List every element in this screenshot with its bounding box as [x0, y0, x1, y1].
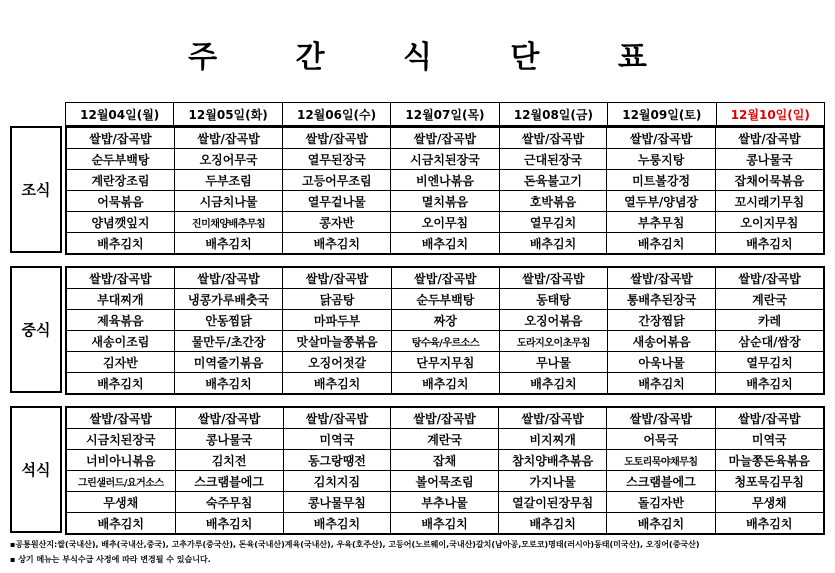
- menu-cell: 쌀밥/잡곡밥: [283, 127, 391, 149]
- menu-row: [66, 407, 824, 429]
- menu-cell: 마늘쫑돈육볶음: [715, 450, 824, 471]
- menu-row: [66, 233, 824, 255]
- menu-cell: 안동찜닭: [174, 310, 283, 331]
- menu-cell: 도라지오이초무침: [499, 331, 607, 352]
- menu-row: [66, 331, 824, 352]
- day-header-sun: 12월10일(일): [716, 103, 824, 126]
- menu-cell: 배추김치: [391, 233, 499, 255]
- menu-cell: 배추김치: [607, 233, 715, 255]
- menu-cell: 배추김치: [499, 373, 607, 395]
- day-header-fri: 12월08일(금): [499, 103, 607, 126]
- menu-cell: 배추김치: [715, 513, 824, 535]
- menu-cell: 오이지무침: [715, 212, 824, 233]
- menu-cell: 새송이조림: [66, 331, 174, 352]
- menu-cell: 배추김치: [174, 233, 282, 255]
- menu-row: [66, 373, 824, 395]
- menu-cell: 쌀밥/잡곡밥: [66, 267, 174, 289]
- menu-cell: 삼순대/쌈장: [716, 331, 824, 352]
- menu-cell: 동태탕: [499, 289, 607, 310]
- menu-cell: 무생채: [66, 492, 175, 513]
- menu-cell: 카레: [716, 310, 824, 331]
- menu-cell: 배추김치: [715, 233, 824, 255]
- menu-cell: 순두부백탕: [391, 289, 499, 310]
- menu-cell: 누룽지탕: [607, 149, 715, 170]
- menu-row: [66, 513, 824, 535]
- menu-cell: 쌀밥/잡곡밥: [716, 267, 824, 289]
- menu-row: [66, 492, 824, 513]
- menu-cell: 그린샐러드/요거소스: [66, 471, 175, 492]
- menu-cell: 어묵국: [607, 429, 715, 450]
- menu-cell: 돈육불고기: [499, 170, 607, 191]
- menu-row: [66, 191, 824, 212]
- menu-cell: 쌀밥/잡곡밥: [608, 267, 716, 289]
- menu-cell: 열무된장국: [283, 149, 391, 170]
- menu-cell: 계란장조림: [66, 170, 174, 191]
- menu-row: [66, 450, 824, 471]
- menu-cell: 잡채어묵볶음: [715, 170, 824, 191]
- menu-cell: 배추김치: [66, 373, 174, 395]
- menu-cell: 김치지짐: [283, 471, 391, 492]
- menu-row: [66, 170, 824, 191]
- menu-cell: 어묵볶음: [66, 191, 174, 212]
- menu-row: [66, 471, 824, 492]
- menu-cell: 돌김자반: [607, 492, 715, 513]
- menu-cell: 열무김치: [716, 352, 824, 373]
- menu-cell: 열두부/양념장: [607, 191, 715, 212]
- page-title: 주 간 식 단 표: [188, 40, 681, 75]
- menu-cell: 간장찜닭: [608, 310, 716, 331]
- menu-cell: 단무지무침: [391, 352, 499, 373]
- menu-cell: 새송어볶음: [608, 331, 716, 352]
- menu-cell: 쌀밥/잡곡밥: [607, 127, 715, 149]
- menu-cell: 부추나물: [391, 492, 499, 513]
- menu-cell: 열무김치: [499, 212, 607, 233]
- menu-cell: 마파두부: [283, 310, 392, 331]
- menu-row: [66, 289, 824, 310]
- menu-cell: 쌀밥/잡곡밥: [607, 407, 715, 429]
- menu-cell: 냉콩가루배춧국: [174, 289, 283, 310]
- day-header: [65, 102, 825, 126]
- menu-cell: 볼어묵조림: [391, 471, 499, 492]
- menu-cell: 쌀밥/잡곡밥: [499, 127, 607, 149]
- menu-cell: 진미채양배추무침: [174, 212, 282, 233]
- menu-cell: 쌀밥/잡곡밥: [175, 407, 283, 429]
- menu-cell: 김치전: [175, 450, 283, 471]
- menu-cell: 배추김치: [174, 373, 283, 395]
- menu-cell: 배추김치: [66, 513, 175, 535]
- menu-cell: 스크램블에그: [175, 471, 283, 492]
- lunch-label: 중식: [10, 266, 62, 393]
- menu-cell: 쌀밥/잡곡밥: [174, 127, 282, 149]
- menu-row: [66, 149, 824, 170]
- day-header-wed: 12월06일(수): [282, 103, 390, 126]
- menu-cell: 동그랑땡전: [283, 450, 391, 471]
- menu-cell: 열갈이된장무침: [498, 492, 606, 513]
- menu-cell: 쌀밥/잡곡밥: [715, 127, 824, 149]
- menu-cell: 오징어무국: [174, 149, 282, 170]
- menu-cell: 두부조림: [174, 170, 282, 191]
- menu-cell: 잡채: [391, 450, 499, 471]
- menu-cell: 멸치볶음: [391, 191, 499, 212]
- dinner-table: [65, 406, 825, 535]
- change-note: ▪ 상기 메뉴는 부식수급 사정에 따라 변경될 수 있습니다.: [10, 555, 211, 564]
- day-header-mon: 12월04일(월): [66, 103, 174, 126]
- menu-cell: 쌀밥/잡곡밥: [498, 407, 606, 429]
- menu-cell: 쌀밥/잡곡밥: [174, 267, 283, 289]
- menu-cell: 가지나물: [498, 471, 606, 492]
- menu-cell: 미역국: [283, 429, 391, 450]
- menu-cell: 아욱나물: [608, 352, 716, 373]
- menu-cell: 콩나물국: [175, 429, 283, 450]
- menu-cell: 오징어볶음: [499, 310, 607, 331]
- breakfast-label: 조식: [10, 126, 62, 253]
- menu-cell: 배추김치: [283, 513, 391, 535]
- menu-row: [66, 310, 824, 331]
- menu-cell: 무생채: [715, 492, 824, 513]
- menu-cell: 오이무침: [391, 212, 499, 233]
- lunch-table: [65, 266, 825, 395]
- menu-cell: 배추김치: [391, 513, 499, 535]
- menu-cell: 쌀밥/잡곡밥: [391, 267, 499, 289]
- menu-cell: 물만두/초간장: [174, 331, 283, 352]
- day-header-sat: 12월09일(토): [608, 103, 716, 126]
- menu-cell: 오징어젓갈: [283, 352, 392, 373]
- menu-cell: 시금치된장국: [66, 429, 175, 450]
- menu-cell: 호박볶음: [499, 191, 607, 212]
- menu-cell: 너비아니볶음: [66, 450, 175, 471]
- menu-cell: 계란국: [716, 289, 824, 310]
- menu-cell: 통배추된장국: [608, 289, 716, 310]
- menu-cell: 고등어무조림: [283, 170, 391, 191]
- menu-cell: 배추김치: [498, 513, 606, 535]
- menu-cell: 맛살마늘쫑볶음: [283, 331, 392, 352]
- menu-cell: 꼬시래기무침: [715, 191, 824, 212]
- menu-cell: 김자반: [66, 352, 174, 373]
- menu-cell: 참치양배추볶음: [498, 450, 606, 471]
- menu-cell: 무나물: [499, 352, 607, 373]
- menu-cell: 비지찌개: [498, 429, 606, 450]
- menu-cell: 쌀밥/잡곡밥: [66, 407, 175, 429]
- menu-cell: 도토리묵야채무침: [607, 450, 715, 471]
- menu-cell: 배추김치: [607, 513, 715, 535]
- menu-cell: 탕수육/우르소스: [391, 331, 499, 352]
- dinner-label: 석식: [10, 406, 62, 533]
- menu-cell: 숙주무침: [175, 492, 283, 513]
- menu-cell: 쌀밥/잡곡밥: [283, 407, 391, 429]
- menu-cell: 근대된장국: [499, 149, 607, 170]
- menu-cell: 배추김치: [499, 233, 607, 255]
- menu-cell: 배추김치: [175, 513, 283, 535]
- menu-cell: 콩나물국: [715, 149, 824, 170]
- menu-cell: 비엔나볶음: [391, 170, 499, 191]
- menu-cell: 미역국: [715, 429, 824, 450]
- menu-cell: 미역줄기볶음: [174, 352, 283, 373]
- menu-cell: 쌀밥/잡곡밥: [391, 407, 499, 429]
- menu-cell: 배추김치: [66, 233, 174, 255]
- menu-row: [66, 127, 824, 149]
- day-header-tue: 12월05일(화): [174, 103, 282, 126]
- menu-cell: 부추무침: [607, 212, 715, 233]
- menu-cell: 시금치나물: [174, 191, 282, 212]
- menu-row: [66, 267, 824, 289]
- menu-cell: 배추김치: [283, 373, 392, 395]
- menu-cell: 미트볼강정: [607, 170, 715, 191]
- breakfast-table: [65, 126, 825, 255]
- menu-cell: 쌀밥/잡곡밥: [715, 407, 824, 429]
- menu-row: [66, 212, 824, 233]
- menu-cell: 쌀밥/잡곡밥: [391, 127, 499, 149]
- menu-cell: 콩자반: [283, 212, 391, 233]
- menu-cell: 콩나물무침: [283, 492, 391, 513]
- menu-cell: 쌀밥/잡곡밥: [283, 267, 392, 289]
- menu-cell: 순두부백탕: [66, 149, 174, 170]
- menu-cell: 스크램블에그: [607, 471, 715, 492]
- menu-cell: 배추김치: [716, 373, 824, 395]
- menu-cell: 배추김치: [283, 233, 391, 255]
- menu-cell: 배추김치: [608, 373, 716, 395]
- day-header-thu: 12월07일(목): [391, 103, 499, 126]
- menu-cell: 계란국: [391, 429, 499, 450]
- menu-cell: 제육볶음: [66, 310, 174, 331]
- menu-cell: 쌀밥/잡곡밥: [66, 127, 174, 149]
- menu-cell: 배추김치: [391, 373, 499, 395]
- menu-cell: 양념깻잎지: [66, 212, 174, 233]
- menu-cell: 부대찌개: [66, 289, 174, 310]
- menu-cell: 쌀밥/잡곡밥: [499, 267, 607, 289]
- menu-cell: 닭곰탕: [283, 289, 392, 310]
- menu-cell: 짜장: [391, 310, 499, 331]
- menu-cell: 시금치된장국: [391, 149, 499, 170]
- menu-cell: 청포묵김무침: [715, 471, 824, 492]
- menu-row: [66, 352, 824, 373]
- menu-row: [66, 429, 824, 450]
- origin-note: ▪공통원산지:쌀(국내산), 배추(국내산,중국), 고추가루(중국산), 돈육(국내산)계육(국내산), 우육(호주산), 고등어(노르웨이,국내산)갈치(남아공,모로코)명태(러시아)동태(미국산), 오징어(중국산): [10, 540, 700, 549]
- menu-cell: 열무겉나물: [283, 191, 391, 212]
